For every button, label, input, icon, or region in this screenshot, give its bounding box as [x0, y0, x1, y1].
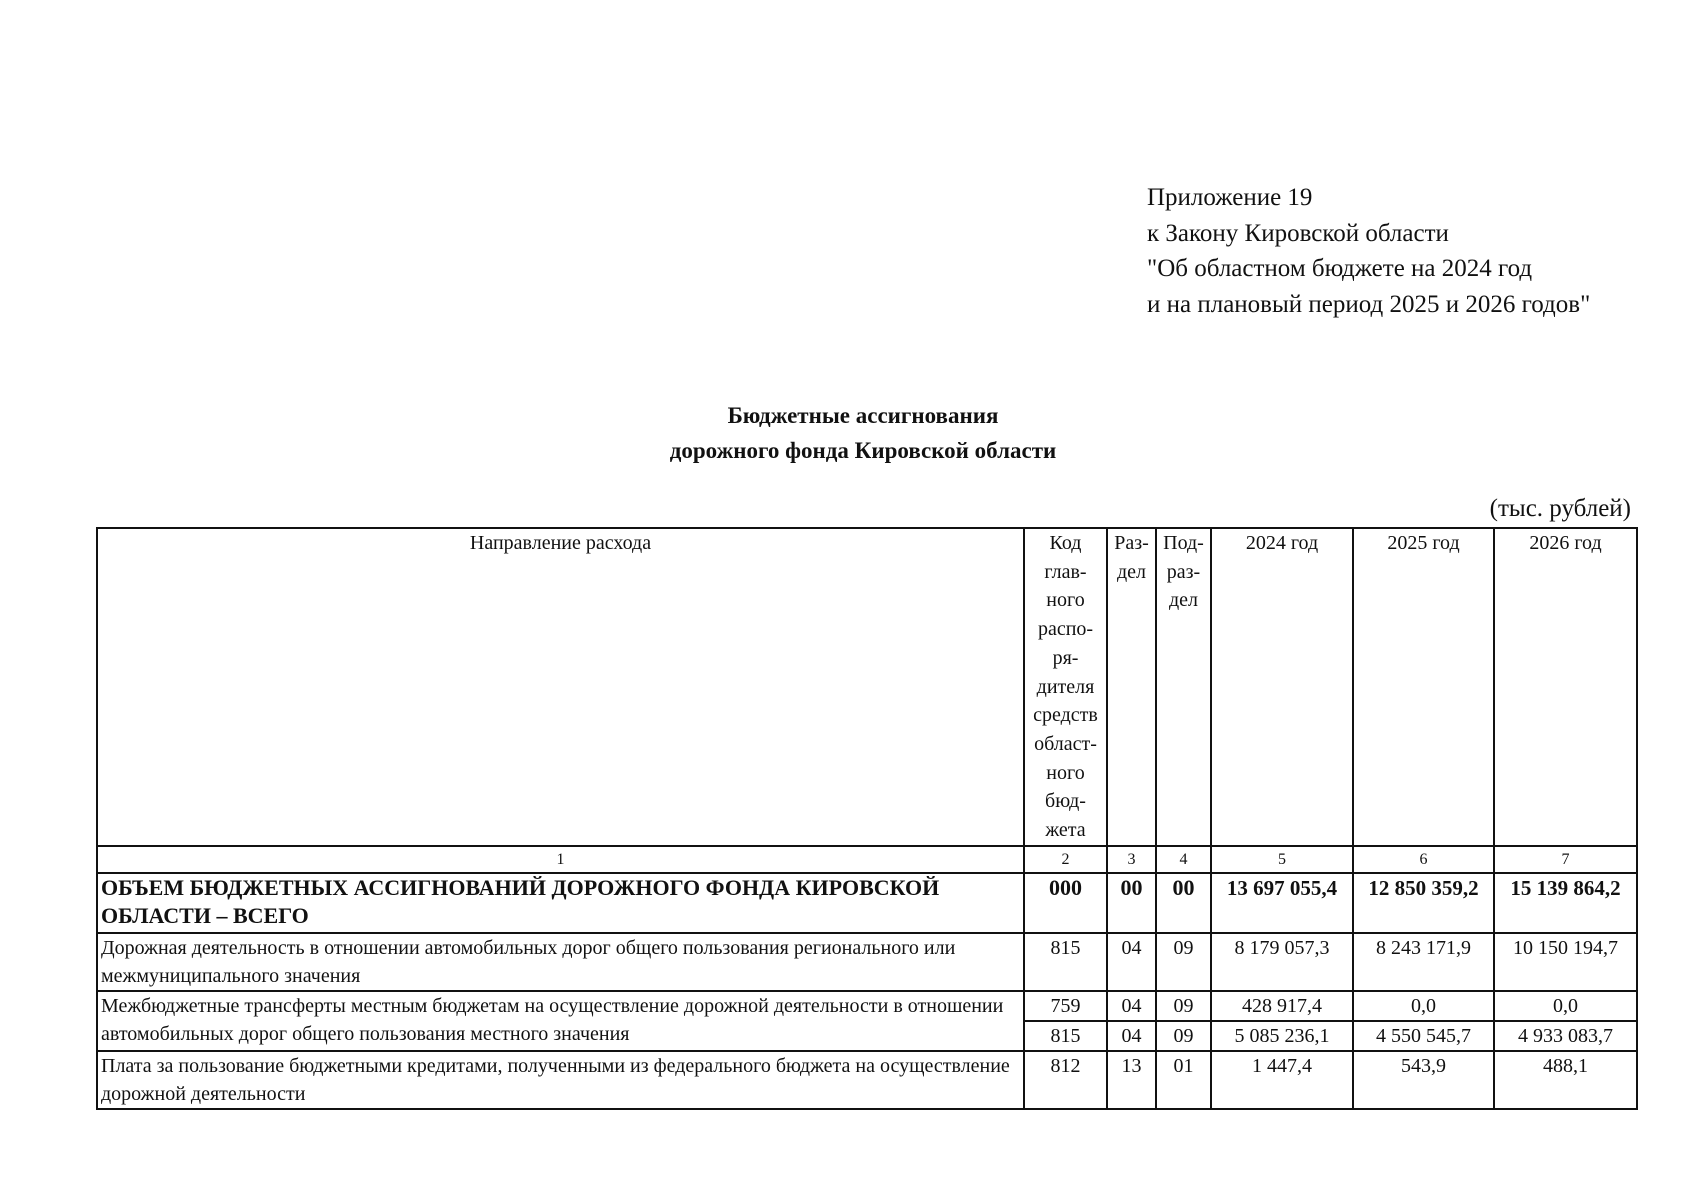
- appendix-line-1: Приложение 19: [1147, 184, 1313, 211]
- document-title: [0, 398, 1690, 468]
- header-code-line: ного: [1046, 761, 1085, 784]
- total-2026: 15 139 864,2: [1494, 873, 1637, 933]
- header-code-line: глав-: [1044, 560, 1087, 583]
- budget-table: [96, 527, 1638, 1110]
- total-subsection: 00: [1156, 873, 1211, 933]
- row-2025: 4 550 545,7: [1353, 1021, 1494, 1051]
- column-number: 4: [1156, 846, 1211, 873]
- total-description: ОБЪЕМ БЮДЖЕТНЫХ АССИГНОВАНИЙ ДОРОЖНОГО ФОНДА КИРОВСКОЙ ОБЛАСТИ – ВСЕГО: [97, 873, 1024, 933]
- row-2026: 10 150 194,7: [1494, 933, 1637, 991]
- header-code-line: Код: [1049, 532, 1082, 554]
- header-code: [1024, 528, 1107, 846]
- row-2025: 0,0: [1353, 991, 1494, 1021]
- appendix-line-4: и на плановый период 2025 и 2026 годов": [1147, 290, 1591, 318]
- header-year-2026: 2026 год: [1494, 528, 1637, 846]
- header-subsection-line: Под-: [1163, 532, 1204, 554]
- total-2024: 13 697 055,4: [1211, 873, 1353, 933]
- row-section: 04: [1107, 991, 1156, 1021]
- row-2026: 488,1: [1494, 1051, 1637, 1109]
- units-label: (тыс. рублей): [1489, 495, 1631, 522]
- row-2025: 8 243 171,9: [1353, 933, 1494, 991]
- header-section-line: Раз-: [1114, 532, 1149, 554]
- row-subsection: 09: [1156, 1021, 1211, 1051]
- row-2026: 4 933 083,7: [1494, 1021, 1637, 1051]
- row-description: Плата за пользование бюджетными кредитами, полученными из федерального бюджета на осуществление дорожной деятельности: [97, 1051, 1024, 1109]
- header-subsection-line: дел: [1168, 589, 1199, 612]
- column-number: 6: [1353, 846, 1494, 873]
- header-year-2025: 2025 год: [1353, 528, 1494, 846]
- header-code-line: жета: [1045, 819, 1086, 842]
- row-section: 04: [1107, 1021, 1156, 1051]
- header-code-line: бюд-: [1045, 790, 1086, 813]
- column-number: 2: [1024, 846, 1107, 873]
- row-2024: 1 447,4: [1211, 1051, 1353, 1109]
- header-code-line: ря-: [1052, 646, 1079, 669]
- row-code: 815: [1024, 933, 1107, 991]
- appendix-line-3: "Об областном бюджете на 2024 год: [1147, 255, 1533, 282]
- row-description: Межбюджетные трансферты местным бюджетам на осуществление дорожной деятельности в отношении автомобильных дорог общего пользования местного значения: [97, 991, 1024, 1051]
- column-number-row: [97, 846, 1637, 873]
- row-2024: 428 917,4: [1211, 991, 1353, 1021]
- row-2024: 8 179 057,3: [1211, 933, 1353, 991]
- total-section: 00: [1107, 873, 1156, 933]
- row-2026: 0,0: [1494, 991, 1637, 1021]
- header-code-line: ного: [1046, 589, 1085, 612]
- header-subsection-line: раз-: [1166, 560, 1201, 583]
- header-section-line: дел: [1116, 560, 1147, 583]
- column-number: 3: [1107, 846, 1156, 873]
- total-row: [97, 873, 1637, 933]
- header-direction: Направление расхода: [97, 528, 1024, 846]
- title-line-2: дорожного фонда Кировской области: [669, 438, 1057, 463]
- appendix-reference: [1147, 180, 1590, 322]
- row-2024: 5 085 236,1: [1211, 1021, 1353, 1051]
- header-code-line: распо-: [1037, 618, 1094, 641]
- header-section: [1107, 528, 1156, 846]
- row-code: 815: [1024, 1021, 1107, 1051]
- table-row: [97, 991, 1637, 1021]
- row-subsection: 09: [1156, 991, 1211, 1021]
- header-code-line: дителя: [1036, 675, 1095, 698]
- table-row: [97, 1051, 1637, 1109]
- column-number: 1: [97, 846, 1024, 873]
- column-number: 7: [1494, 846, 1637, 873]
- header-code-line: средств: [1033, 704, 1098, 727]
- row-description: Дорожная деятельность в отношении автомобильных дорог общего пользования регионального или межмуниципального значения: [97, 933, 1024, 991]
- row-2025: 543,9: [1353, 1051, 1494, 1109]
- table-header-row: [97, 528, 1637, 846]
- row-section: 13: [1107, 1051, 1156, 1109]
- total-2025: 12 850 359,2: [1353, 873, 1494, 933]
- title-line-1: Бюджетные ассигнования: [727, 403, 999, 428]
- row-code: 759: [1024, 991, 1107, 1021]
- appendix-line-2: к Закону Кировской области: [1147, 219, 1449, 247]
- column-number: 5: [1211, 846, 1353, 873]
- header-code-line: област-: [1034, 732, 1097, 755]
- row-code: 812: [1024, 1051, 1107, 1109]
- row-section: 04: [1107, 933, 1156, 991]
- header-subsection: [1156, 528, 1211, 846]
- row-subsection: 09: [1156, 933, 1211, 991]
- total-code: 000: [1024, 873, 1107, 933]
- header-year-2024: 2024 год: [1211, 528, 1353, 846]
- table-row: [97, 933, 1637, 991]
- row-subsection: 01: [1156, 1051, 1211, 1109]
